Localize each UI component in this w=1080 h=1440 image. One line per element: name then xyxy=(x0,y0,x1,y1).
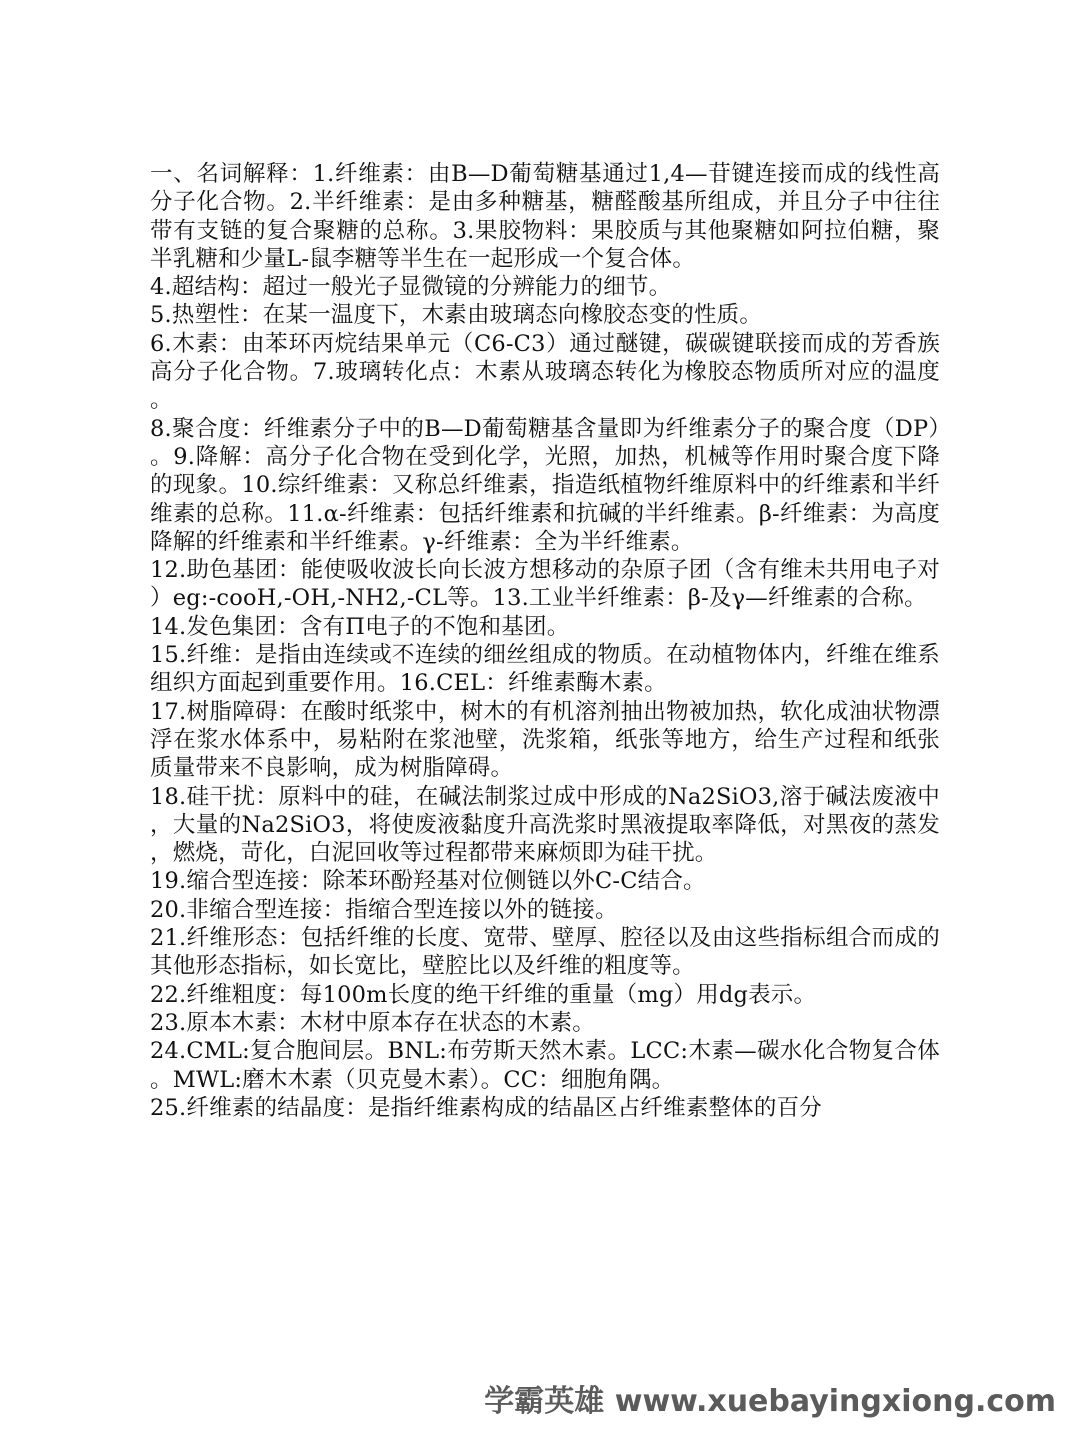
paragraph-12: 20.非缩合型连接：指缩合型连接以外的链接。 xyxy=(150,896,618,923)
paragraph-15: 23.原本木素：木材中原本存在状态的木素。 xyxy=(150,1009,595,1036)
paragraph-3: 5.热塑性：在某一温度下，木素由玻璃态向橡胶态变的性质。 xyxy=(150,302,763,329)
site-watermark: 学霸英雄 www.xuebayingxiong.com xyxy=(484,1384,1056,1419)
paragraph-16: 24.CML:复合胞间层。BNL:布劳斯天然木素。LCC:木素—碳水化合物复合体。MWL:磨木木素（贝克曼木素）。CC：细胞角隅。 xyxy=(150,1038,940,1093)
paragraph-9: 17.树脂障碍：在酸时纸浆中，树木的有机溶剂抽出物被加热，软化成油状物漂浮在浆水体系中，易粘附在浆池壁，洗浆箱，纸张等地方，给生产过程和纸张质量带来不良影响，成为树脂障碍。 xyxy=(150,698,940,782)
paragraph-17: 25.纤维素的结晶度：是指纤维素构成的结晶区占纤维素整体的百分 xyxy=(150,1094,822,1121)
paragraph-10: 18.硅干扰：原料中的硅，在碱法制浆过成中形成的Na2SiO3,溶于碱法废液中，大量的Na2SiO3，将使废液黏度升高洗浆时黑液提取率降低，对黑夜的蒸发，燃烧，苛化，白泥回收等过程都带来麻烦即为硅干扰。 xyxy=(150,783,940,867)
paragraph-6: 12.助色基团：能使吸收波长向长波方想移动的杂原子团（含有维未共用电子对）eg:-cooH,-OH,-NH2,-CL等。13.工业半纤维素：β-及γ—纤维素的合称。 xyxy=(150,557,940,612)
paragraph-8: 15.纤维：是指由连续或不连续的细丝组成的物质。在动植物体内，纤维在维系组织方面起到重要作用。16.CEL：纤维素酶木素。 xyxy=(150,642,940,697)
paragraph-5: 8.聚合度：纤维素分子中的B—D葡萄糖基含量即为纤维素分子的聚合度（DP）。9.降解：高分子化合物在受到化学，光照，加热，机械等作用时聚合度下降的现象。10.综纤维素：又称总纤维素，指造纸植物纤维原料中的纤维素和半纤维素的总称。11.α-纤维素：包括纤维素和抗碱的半纤维素。β-纤维素：为高度降解的纤维素和半纤维素。γ-纤维素：全为半纤维素。 xyxy=(150,415,940,555)
paragraph-13: 21.纤维形态：包括纤维的长度、宽带、壁厚、腔径以及由这些指标组合而成的其他形态指标，如长宽比，壁腔比以及纤维的粗度等。 xyxy=(150,925,940,980)
paragraph-4: 6.木素：由苯环丙烷结果单元（C6-C3）通过醚键，碳碳键联接而成的芳香族高分子化合物。7.玻璃转化点：木素从玻璃态转化为橡胶态物质所对应的温度。 xyxy=(150,330,940,414)
paragraph-2: 4.超结构：超过一般光子显微镜的分辨能力的细节。 xyxy=(150,274,672,301)
paragraph-7: 14.发色集团：含有Π电子的不饱和基团。 xyxy=(150,613,570,640)
paragraph-11: 19.缩合型连接：除苯环酚羟基对位侧链以外C-C结合。 xyxy=(150,868,706,895)
paragraph-1: 一、名词解释：1.纤维素：由B—D葡萄糖基通过1,4—苷键连接而成的线性高分子化合物。2.半纤维素：是由多种糖基，糖醛酸基所组成，并且分子中往往带有支链的复合聚糖的总称。3.果胶物料：果胶质与其他聚糖如阿拉伯糖，聚半乳糖和少量L-鼠李糖等半生在一起形成一个复合体。 xyxy=(150,161,940,272)
paragraph-14: 22.纤维粗度：每100m长度的绝干纤维的重量（mg）用dg表示。 xyxy=(150,981,817,1008)
document-body xyxy=(150,160,940,1122)
